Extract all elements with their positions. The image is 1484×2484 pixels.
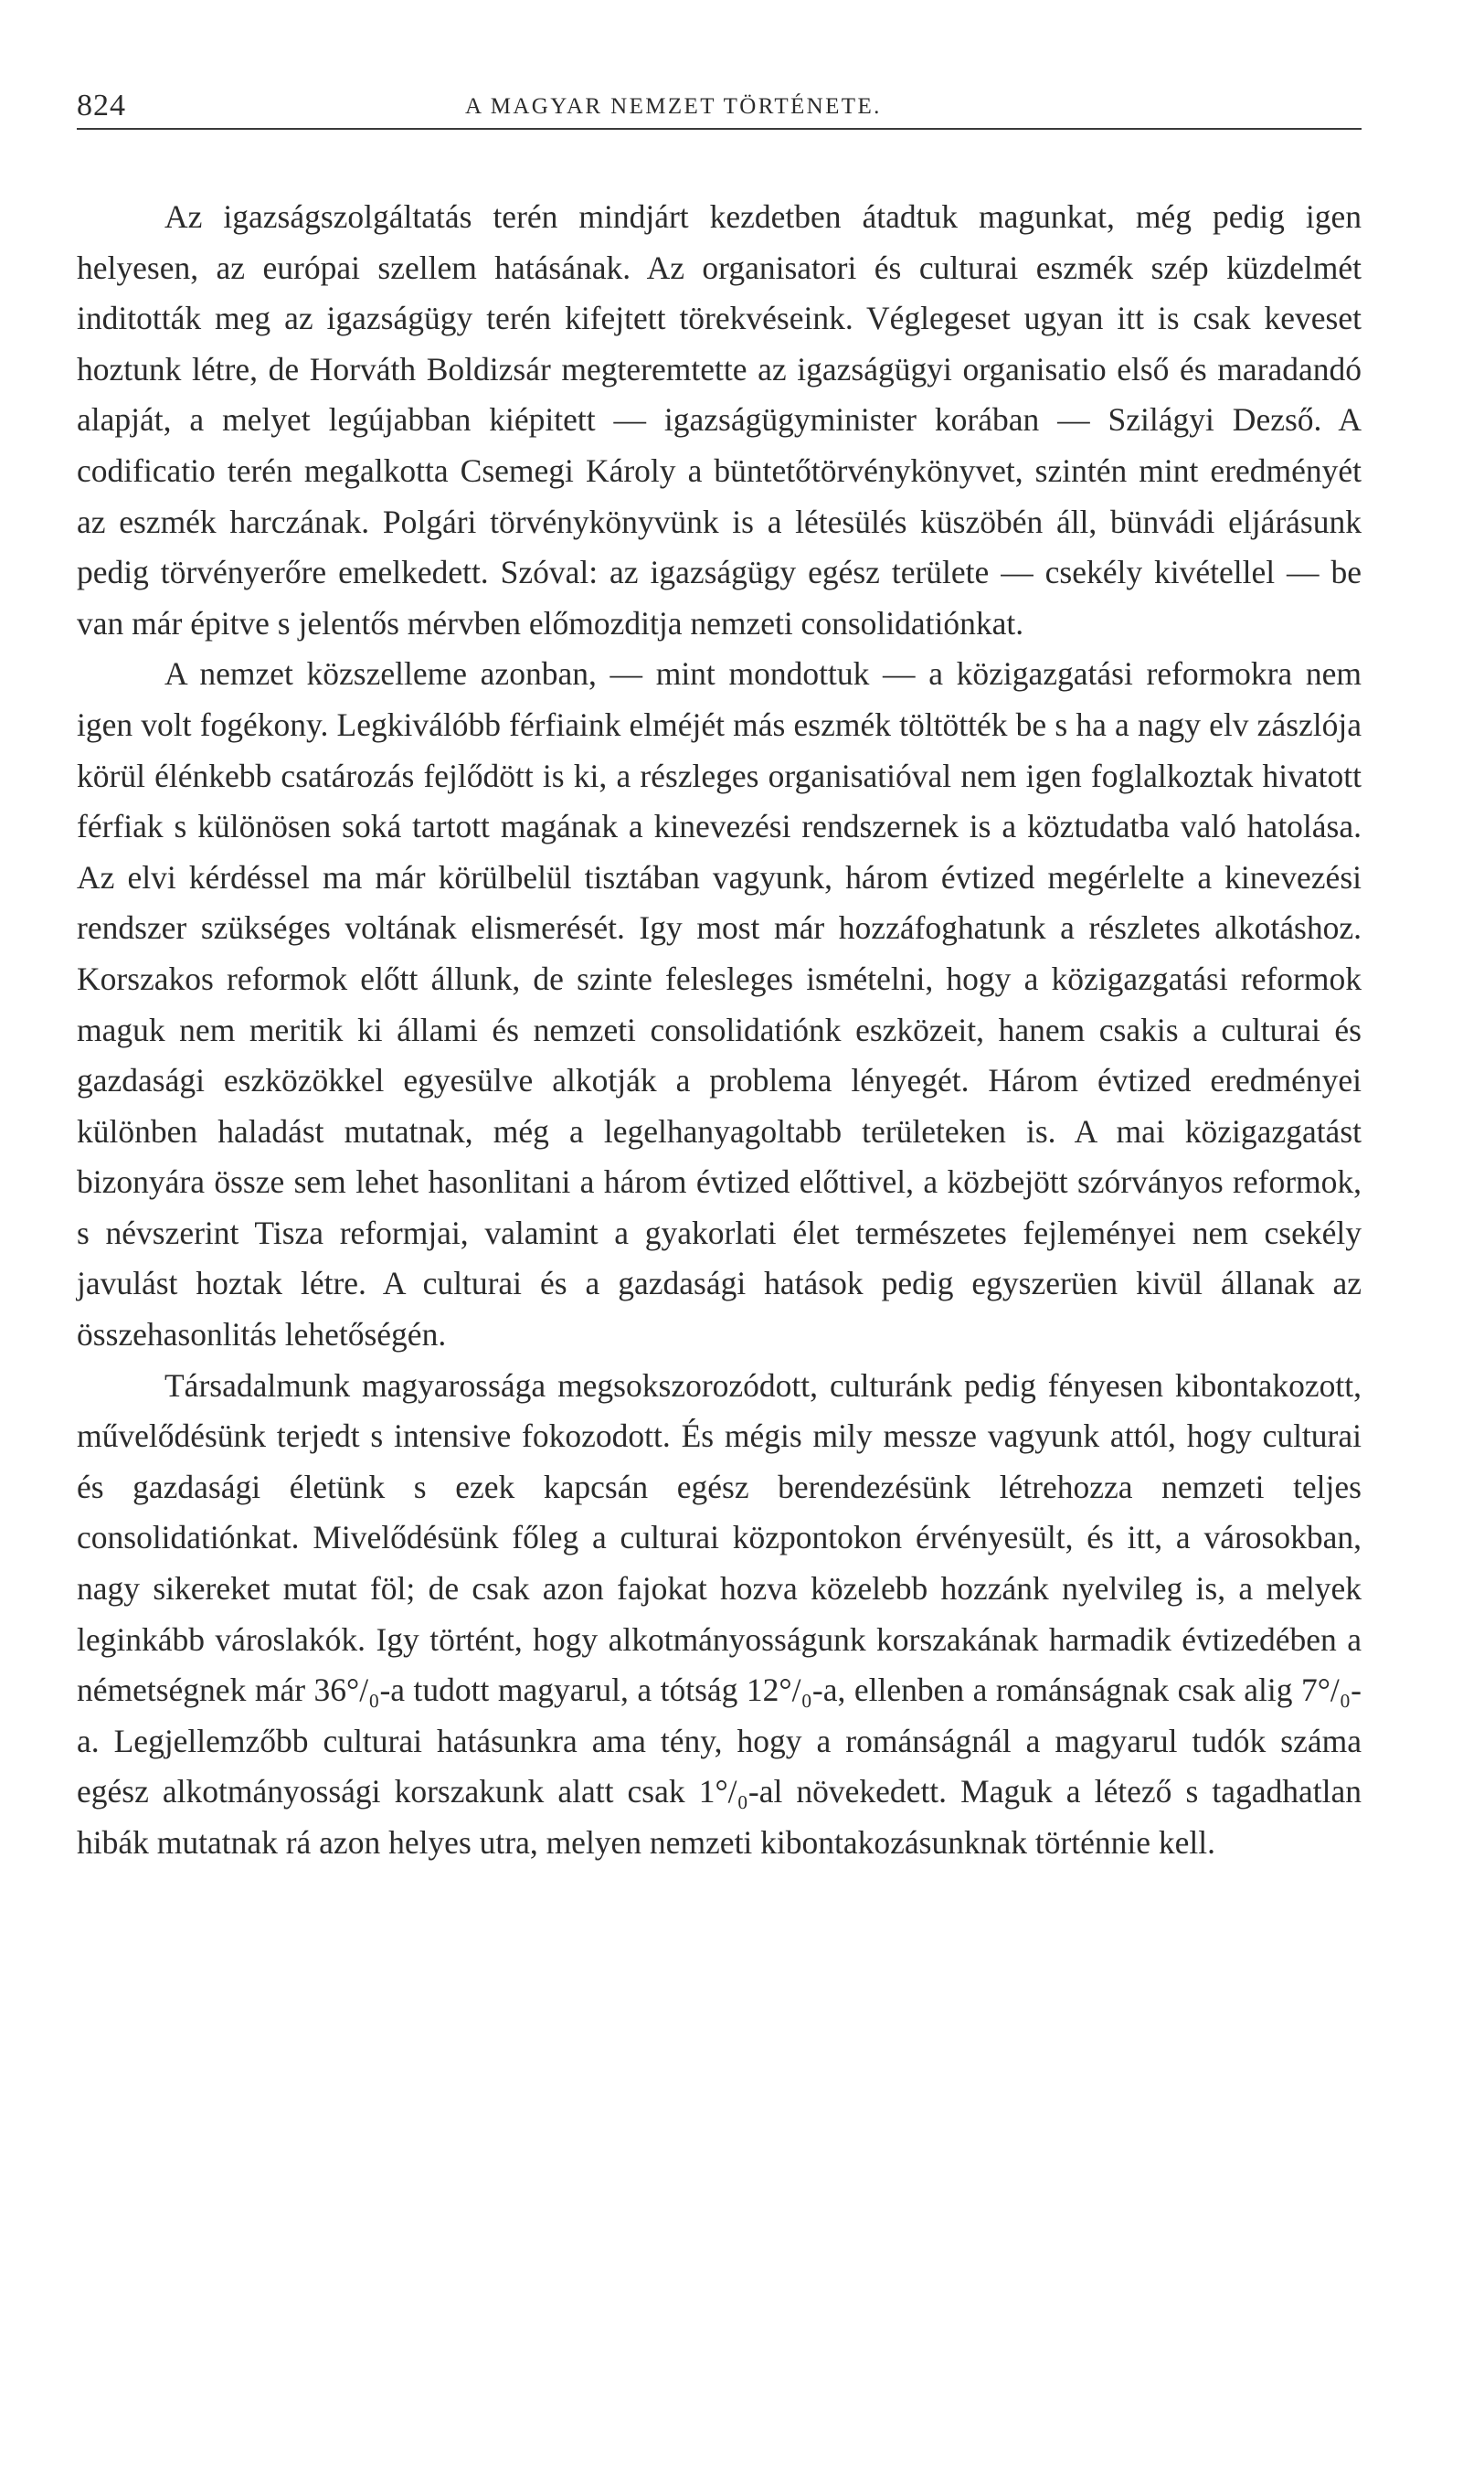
paragraph: Az igazságszolgáltatás terén mindjárt kezdetben átadtuk magunkat, még pedig igen helyesen, az európai szellem hatásának. Az organisatori és culturai eszmék szép küzdelmét inditották meg az igazságügy terén kifejtett törekvéseink. Véglegeset ugyan itt is csak keveset hoztunk létre, de Horváth Boldizsár megteremtette az igazságügyi organisatio első és maradandó alapját, a melyet legújabban kiépitett — igazságügyminister korában — Szilágyi Dezső. A codificatio terén megalkotta Csemegi Károly a büntetőtörvénykönyvet, szintén mint eredményét az eszmék harczának. Polgári törvénykönyvünk is a létesülés küszöbén áll, bünvádi eljárásunk pedig törvényerőre emelkedett. Szóval: az igazságügy egész területe — csekély kivétellel — be van már épitve s jelentős mérvben előmozditja nemzeti consolidatiónkat. [77,198,1362,642]
paragraph: A nemzet közszelleme azonban, — mint mondottuk — a közigazgatási reformokra nem igen volt fogékony. Legkiválóbb férfiaink elméjét más eszmék töltötték be s ha a nagy elv zászlója körül élénkebb csatározás fejlődött is ki, a részleges organisatióval nem igen foglalkoztak hivatott férfiak s különösen soká tartott magának a kinevezési rendszernek is a köztudatba való hatolása. Az elvi kérdéssel ma már körülbelül tisztában vagyunk, három évtized megérlelte a kinevezési rendszer szükséges voltának elismerését. Igy most már hozzáfoghatunk a részletes alkotáshoz. Korszakos reformok előtt állunk, de szinte felesleges ismételni, hogy a közigazgatási reformok maguk nem meritik ki állami és nemzeti consolidatiónk eszközeit, hanem csakis a culturai és gazdasági eszközökkel egyesülve alkotják a problema lényegét. Három évtized eredményei különben haladást mutatnak, még a legelhanyagoltabb területeken is. A mai közigazgatást bizonyára össze sem lehet hasonlitani a három évtized előttivel, a közbejött szórványos reformok, s névszerint Tisza reformjai, valamint a gyakorlati élet természetes fejleményei nem csekély javulást hoztak létre. A culturai és a gazdasági hatások pedig egyszerüen kivül állanak az összehasonlitás lehetőségén. [77,655,1362,1353]
body-text [77,192,1362,1869]
paragraph: Társadalmunk magyarossága megsokszorozódott, culturánk pedig fényesen kibontakozott, művelődésünk terjedt s intensive fokozodott. És mégis mily messze vagyunk attól, hogy culturai és gazdasági életünk s ezek kapcsán egész berendezésünk létrehozza nemzeti teljes consolidatiónkat. Mivelődésünk főleg a culturai központokon érvényesült, és itt, a városokban, nagy sikereket mutat föl; de csak azon fajokat hozva közelebb hozzánk nyelvileg is, a melyek leginkább városlakók. Igy történt, hogy alkotmányosságunk korszakának harmadik évtizedében a németségnek már 36°/₀-a tudott magyarul, a tótság 12°/₀-a, ellenben a románságnak csak alig 7°/₀-a. Legjellemzőbb culturai hatásunkra ama tény, hogy a románságnál a magyarul tudók száma egész alkotmányossági korszakunk alatt csak 1°/₀-al növekedett. Maguk a létező s tagadhatlan hibák mutatnak rá azon helyes utra, melyen nemzeti kibontakozásunknak történnie kell. [77,1366,1362,1861]
page-number: 824 [77,89,126,122]
running-title: A MAGYAR NEMZET TÖRTÉNETE. [465,94,882,119]
page-header [77,88,1362,130]
